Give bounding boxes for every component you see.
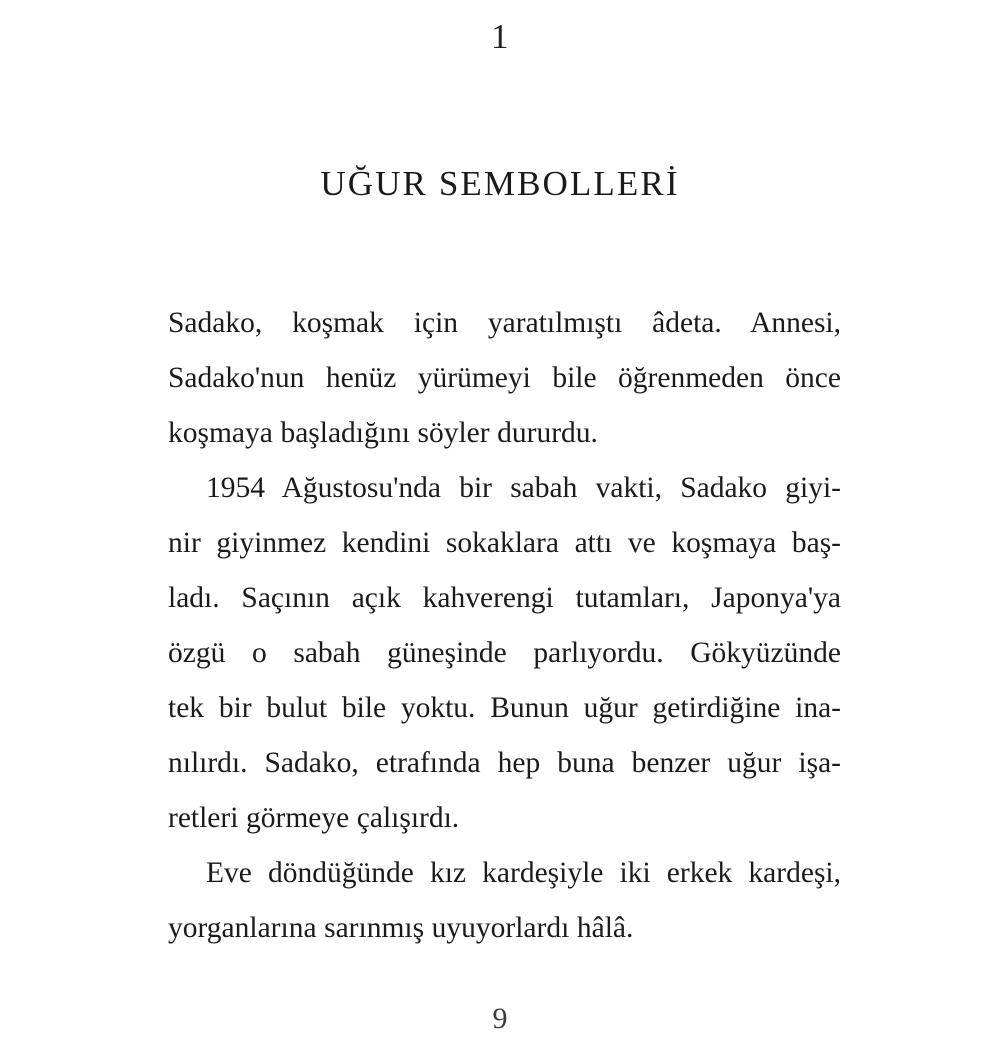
text-line: 1954 Ağustosu'nda bir sabah vakti, Sadako giyi- [206,472,841,504]
text-line: koşmaya başladığını söyler dururdu. [168,417,598,449]
page-number: 9 [492,1002,508,1035]
text-line: Eve döndüğünde kız kardeşiyle iki erkek kardeşi, [206,857,841,889]
text-line: ladı. Saçının açık kahverengi tutamları, Japonya'ya [168,582,841,614]
paragraph-3 [168,846,841,956]
chapter-title: UĞUR SEMBOLLERİ [320,164,680,203]
text-line: retleri görmeye çalışırdı. [168,802,460,834]
text-line: özgü o sabah güneşinde parlıyordu. Gökyüzünde [168,637,841,669]
text-line: Sadako'nun henüz yürümeyi bile öğrenmeden önce [168,362,841,394]
text-line: nılırdı. Sadako, etrafında hep buna benzer uğur işa- [168,747,841,779]
text-line: yorganlarına sarınmış uyuyorlardı hâlâ. [168,912,634,944]
paragraph-1 [168,296,841,461]
text-line: tek bir bulut bile yoktu. Bunun uğur getirdiğine ina- [168,692,841,724]
body-text-block [168,296,841,956]
text-line: Sadako, koşmak için yaratılmıştı âdeta. Annesi, [168,307,841,339]
paragraph-2 [168,461,841,846]
text-line: nir giyinmez kendini sokaklara attı ve koşmaya baş- [168,527,841,559]
chapter-number: 1 [491,17,509,56]
